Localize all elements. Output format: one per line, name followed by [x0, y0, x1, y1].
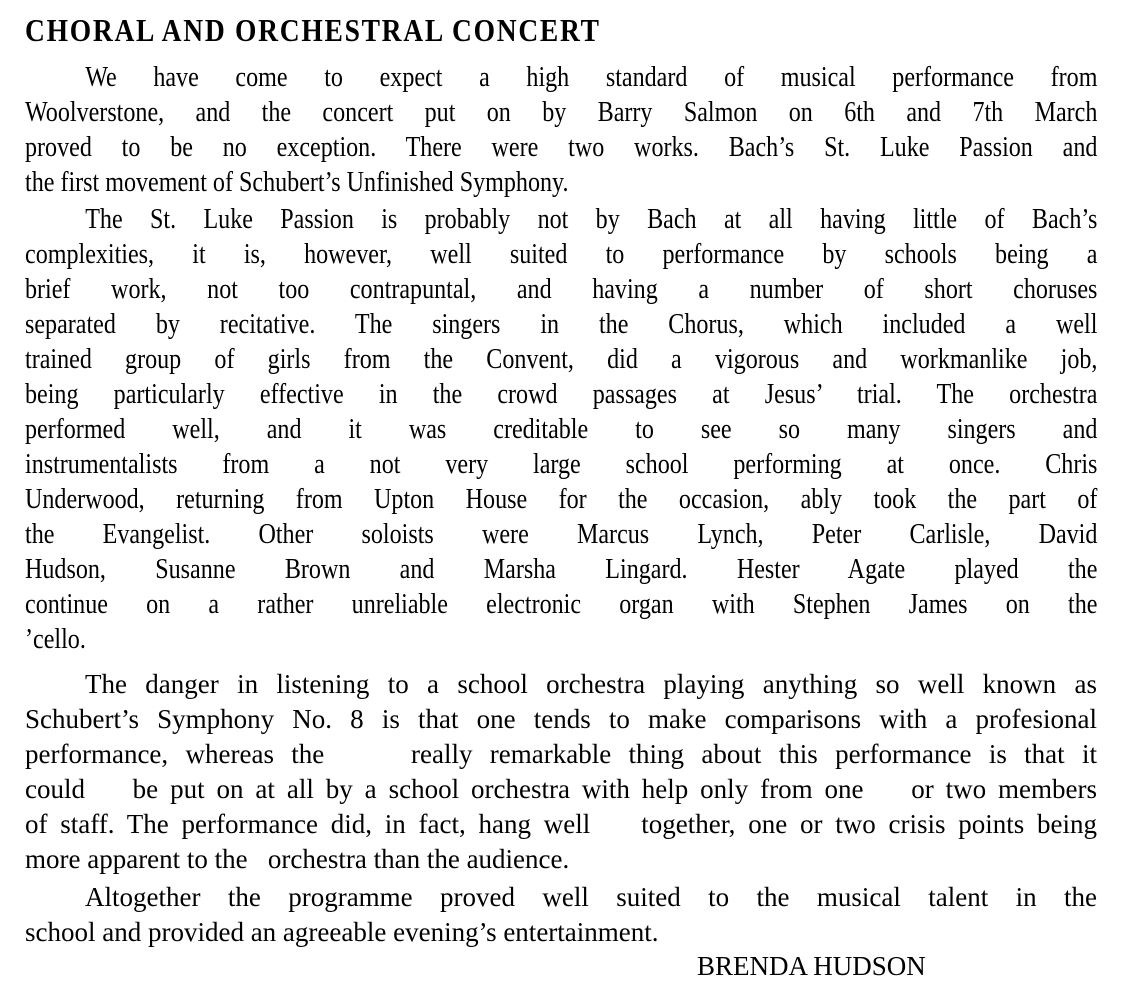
text-line: being particularly effective in the crowd passages at Jesus’ trial. The orchestra	[25, 379, 1098, 410]
typeset-block-condensed	[25, 8, 1097, 657]
text-line: of staff. The performance did, in fact, hang well together, one or two crisis points being	[25, 809, 1097, 839]
text-line: school and provided an agreeable evening’s entertainment.	[25, 917, 659, 947]
text-line: separated by recitative. The singers in the Chorus, which included a well	[25, 309, 1098, 340]
text-line: ’cello.	[25, 624, 86, 655]
text-line: continue on a rather unreliable electronic organ with Stephen James on the	[25, 589, 1098, 620]
text-line: Altogether the programme proved well suited to the musical talent in the	[85, 882, 1097, 912]
byline: BRENDA HUDSON	[697, 951, 926, 981]
article-title: CHORAL AND ORCHESTRAL CONCERT	[25, 12, 601, 48]
text-line: We have come to expect a high standard of musical performance from	[85, 62, 1098, 93]
text-line: the first movement of Schubert’s Unfinished Symphony.	[25, 167, 569, 198]
text-line: could be put on at all by a school orchestra with help only from one or two members	[25, 774, 1097, 804]
text-line: trained group of girls from the Convent, did a vigorous and workmanlike job,	[25, 344, 1098, 375]
text-line: instrumentalists from a not very large school performing at once. Chris	[25, 449, 1098, 480]
text-line: Schubert’s Symphony No. 8 is that one tends to make comparisons with a profesional	[25, 704, 1097, 734]
text-line: brief work, not too contrapuntal, and having a number of short choruses	[25, 274, 1098, 305]
text-line: proved to be no exception. There were two works. Bach’s St. Luke Passion and	[25, 132, 1098, 163]
typeset-block-normal	[25, 667, 1097, 983]
text-line: Underwood, returning from Upton House for the occasion, ably took the part of	[25, 484, 1098, 515]
text-line: Hudson, Susanne Brown and Marsha Lingard. Hester Agate played the	[25, 554, 1098, 585]
text-line: performed well, and it was creditable to see so many singers and	[25, 414, 1098, 445]
text-line: The St. Luke Passion is probably not by Bach at all having little of Bach’s	[85, 204, 1098, 235]
paragraph	[25, 667, 1097, 877]
text-line: complexities, it is, however, well suited to performance by schools being a	[25, 239, 1098, 270]
text-line: Woolverstone, and the concert put on by Barry Salmon on 6th and 7th March	[25, 97, 1098, 128]
paragraph	[25, 880, 1097, 950]
text-line: performance, whereas the really remarkable thing about this performance is that it	[25, 739, 1097, 769]
text-line: The danger in listening to a school orchestra playing anything so well known as	[85, 669, 1097, 699]
text-line: more apparent to the orchestra than the audience.	[25, 844, 570, 874]
paragraph	[25, 202, 1097, 657]
paragraph	[25, 60, 1097, 200]
text-line: the Evangelist. Other soloists were Marcus Lynch, Peter Carlisle, David	[25, 519, 1098, 550]
